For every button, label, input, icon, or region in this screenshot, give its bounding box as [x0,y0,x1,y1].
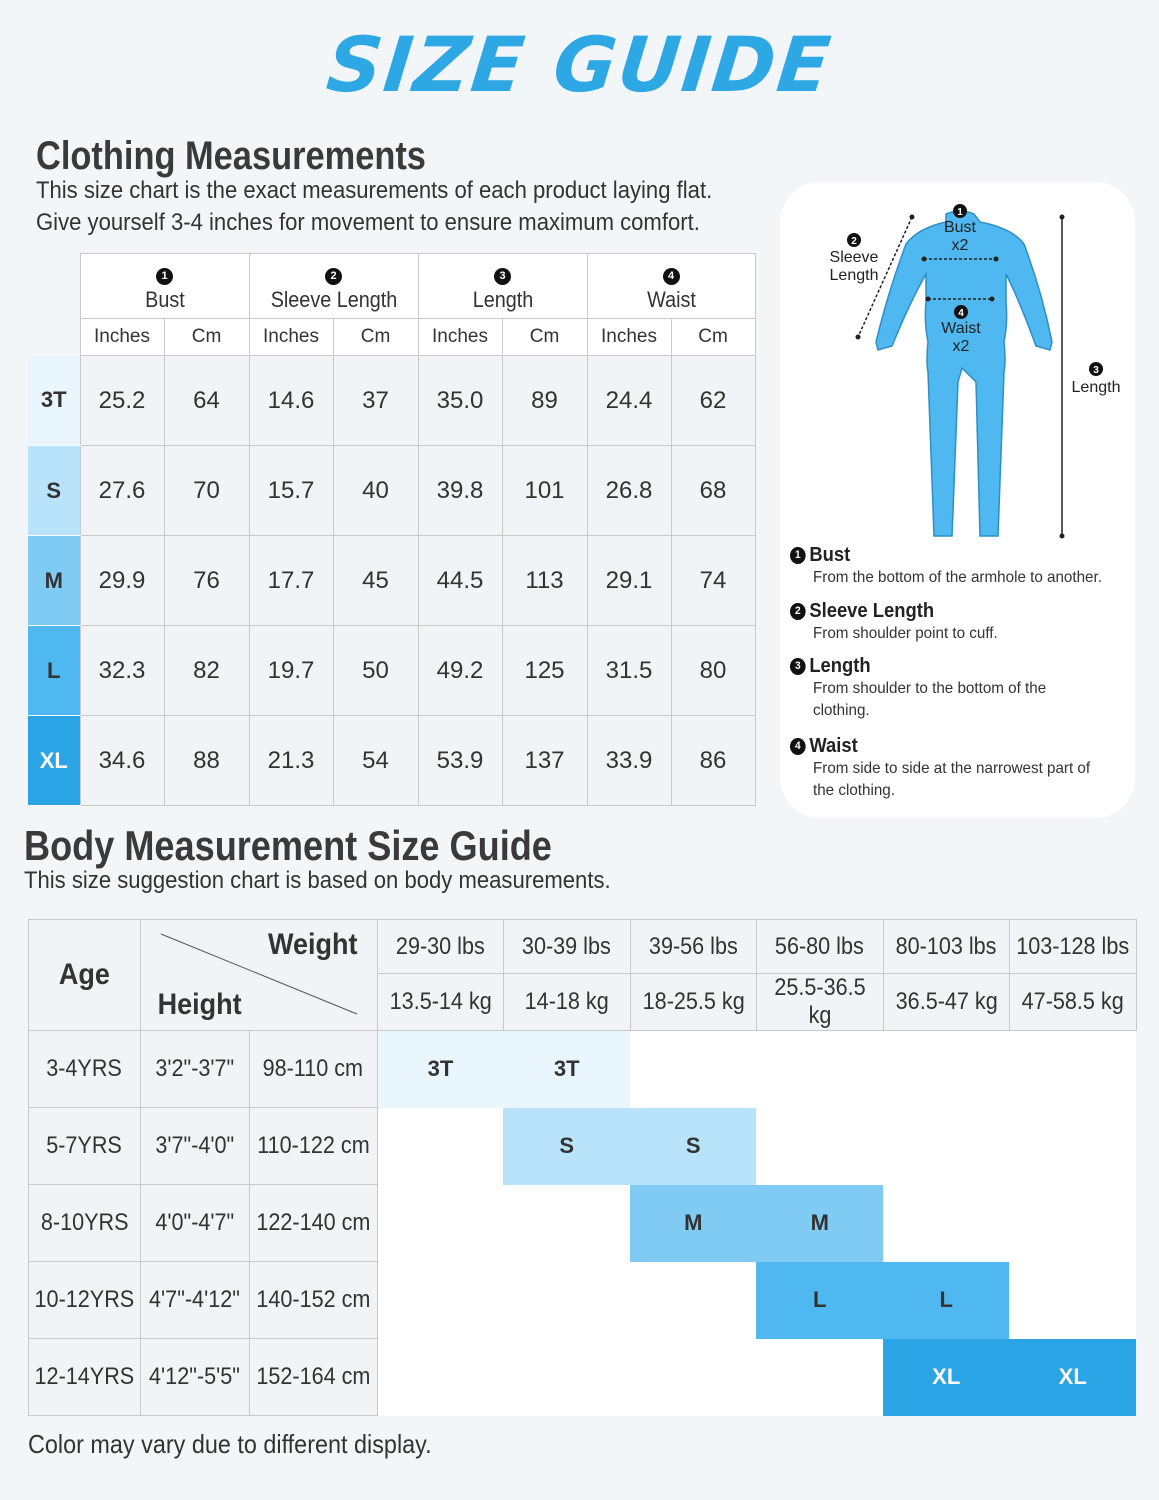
table-cell: 88 [164,716,249,806]
footer-note: Color may vary due to different display. [28,1429,432,1459]
table-row [29,1108,1137,1185]
size-cell: S [630,1108,756,1185]
table-cell: 17.7 [249,536,333,626]
weight-lbs-header: 56-80 lbs [756,920,883,974]
age-cell: 12-14YRS [29,1339,141,1416]
legend-desc: From shoulder point to cuff. [813,625,998,642]
jumpsuit-diagram [780,182,1135,552]
size-cell: S [503,1108,630,1185]
size-cell: 3T [503,1031,630,1108]
table-row [28,446,755,536]
age-header: Age [29,920,141,1031]
weight-lbs-header: 39-56 lbs [630,920,756,974]
unit-header: Cm [671,319,755,356]
weight-kg-header: 13.5-14 kg [377,974,503,1031]
table-cell: 54 [333,716,418,806]
unit-header: Inches [249,319,333,356]
legend-title: Sleeve Length [809,600,935,622]
age-cell: 3-4YRS [29,1031,141,1108]
table-cell: 64 [164,356,249,446]
weight-kg-header: 14-18 kg [503,974,630,1031]
unit-header: Cm [164,319,249,356]
legend-title: Bust [809,544,851,566]
waist-diagram-mult: x2 [952,338,970,355]
number-badge-icon: 1 [156,268,173,285]
number-badge-icon: 2 [325,268,342,285]
bust-diagram-label: Bust [943,219,977,236]
table-row [28,716,755,806]
length-num: 3 [1093,365,1099,376]
length-diagram-label: Length [1071,379,1121,396]
table-cell: 53.9 [418,716,502,806]
legend-item [790,735,1130,802]
table-cell: 15.7 [249,446,333,536]
number-badge-icon: 4 [663,268,680,285]
bust-num: 1 [957,207,963,218]
col-group-waist [587,254,755,319]
unit-header: Inches [587,319,671,356]
height-cm-cell: 110-122 cm [249,1108,377,1185]
weight-lbs-header: 30-39 lbs [503,920,630,974]
number-badge-icon: 1 [790,547,806,564]
height-cm-cell: 152-164 cm [249,1339,377,1416]
size-label: L [28,626,80,716]
table-row [28,536,755,626]
height-in-cell: 4'7"-4'12" [140,1262,249,1339]
table-row [28,626,755,716]
empty-cell [377,1339,503,1416]
table-cell: 74 [671,536,755,626]
table-cell: 86 [671,716,755,806]
table-cell: 19.7 [249,626,333,716]
legend-item [790,655,1130,722]
table-cell: 125 [502,626,587,716]
empty-cell [503,1339,630,1416]
group-label: Length [472,287,533,312]
table-row [29,1185,1137,1262]
size-label: 3T [28,356,80,446]
col-group-bust [80,254,249,319]
empty-cell [630,1031,756,1108]
table-row [29,1031,1137,1108]
table-cell: 14.6 [249,356,333,446]
height-cm-cell: 140-152 cm [249,1262,377,1339]
weight-lbs-header: 80-103 lbs [883,920,1009,974]
table-cell: 40 [333,446,418,536]
height-in-cell: 3'7"-4'0" [140,1108,249,1185]
legend-desc: From shoulder to the bottom of the [813,680,1047,697]
unit-header: Cm [502,319,587,356]
empty-cell [630,1339,756,1416]
weight-kg-header: 47-58.5 kg [1009,974,1136,1031]
sleeve-diagram-label2: Length [829,267,879,284]
table-cell: 29.9 [80,536,164,626]
weight-label: Weight [268,928,358,961]
size-cell: L [756,1262,883,1339]
table-cell: 44.5 [418,536,502,626]
empty-cell [630,1262,756,1339]
body-desc: This size suggestion chart is based on body measurements. [24,867,611,894]
table-row [29,1262,1137,1339]
weight-kg-header: 18-25.5 kg [630,974,756,1031]
table-cell: 80 [671,626,755,716]
height-cm-cell: 98-110 cm [249,1031,377,1108]
height-in-cell: 4'0"-4'7" [140,1185,249,1262]
size-cell: M [756,1185,883,1262]
table-cell: 25.2 [80,356,164,446]
group-label: Bust [144,287,185,312]
empty-cell [503,1262,630,1339]
clothing-desc-line2: Give yourself 3-4 inches for movement to ensure maximum comfort. [36,209,700,236]
waist-num: 4 [958,308,964,319]
weight-kg-header: 36.5-47 kg [883,974,1009,1031]
clothing-heading: Clothing Measurements [36,134,426,178]
table-cell: 21.3 [249,716,333,806]
table-corner [28,319,80,356]
size-cell: 3T [377,1031,503,1108]
table-cell: 45 [333,536,418,626]
table-corner [28,254,80,319]
measurement-diagram-card [780,182,1135,818]
empty-cell [756,1031,883,1108]
table-cell: 37 [333,356,418,446]
size-label: S [28,446,80,536]
weight-lbs-header: 29-30 lbs [377,920,503,974]
empty-cell [377,1108,503,1185]
number-badge-icon: 4 [790,738,806,755]
size-cell: L [883,1262,1009,1339]
col-group-length [418,254,587,319]
empty-cell [756,1339,883,1416]
legend-desc: clothing. [813,702,870,719]
empty-cell [883,1185,1009,1262]
group-label: Sleeve Length [270,287,397,312]
table-cell: 70 [164,446,249,536]
page-title: SIZE GUIDE [322,20,837,109]
table-cell: 31.5 [587,626,671,716]
legend-desc: From side to side at the narrowest part of [813,760,1091,777]
bust-diagram-mult: x2 [951,237,969,254]
age-cell: 5-7YRS [29,1108,141,1185]
table-cell: 39.8 [418,446,502,536]
height-cm-cell: 122-140 cm [249,1185,377,1262]
height-label: Height [157,988,242,1021]
empty-cell [756,1108,883,1185]
table-cell: 24.4 [587,356,671,446]
clothing-desc-line1: This size chart is the exact measurements of each product laying flat. [36,177,713,204]
empty-cell [377,1262,503,1339]
body-size-table [28,919,1137,1416]
legend-desc: From the bottom of the armhole to another. [813,569,1102,586]
legend-title: Length [809,655,871,677]
legend-title: Waist [809,735,858,757]
legend-item [790,544,1130,589]
table-cell: 34.6 [80,716,164,806]
number-badge-icon: 2 [790,603,806,620]
empty-cell [883,1031,1009,1108]
clothing-size-table [28,253,756,806]
table-cell: 49.2 [418,626,502,716]
empty-cell [377,1185,503,1262]
weight-lbs-header: 103-128 lbs [1009,920,1136,974]
age-cell: 8-10YRS [29,1185,141,1262]
size-label: XL [28,716,80,806]
table-cell: 89 [502,356,587,446]
weight-height-header [140,920,377,1031]
size-label: M [28,536,80,626]
table-cell: 62 [671,356,755,446]
sleeve-diagram-label1: Sleeve [829,249,879,266]
table-cell: 29.1 [587,536,671,626]
table-cell: 68 [671,446,755,536]
table-cell: 101 [502,446,587,536]
empty-cell [1009,1262,1136,1339]
empty-cell [503,1185,630,1262]
age-cell: 10-12YRS [29,1262,141,1339]
empty-cell [1009,1108,1136,1185]
table-cell: 113 [502,536,587,626]
table-cell: 82 [164,626,249,716]
table-cell: 32.3 [80,626,164,716]
legend-desc: the clothing. [813,782,895,799]
legend-item [790,600,1130,645]
empty-cell [1009,1031,1136,1108]
size-cell: M [630,1185,756,1262]
table-row [29,1339,1137,1416]
group-label: Waist [646,287,696,312]
table-cell: 137 [502,716,587,806]
height-in-cell: 3'2"-3'7" [140,1031,249,1108]
unit-header: Inches [418,319,502,356]
height-in-cell: 4'12"-5'5" [140,1339,249,1416]
number-badge-icon: 3 [790,658,806,675]
table-cell: 27.6 [80,446,164,536]
table-cell: 33.9 [587,716,671,806]
table-row [28,356,755,446]
unit-header: Inches [80,319,164,356]
waist-diagram-label: Waist [941,320,981,337]
table-cell: 35.0 [418,356,502,446]
table-cell: 50 [333,626,418,716]
empty-cell [1009,1185,1136,1262]
number-badge-icon: 3 [494,268,511,285]
table-cell: 76 [164,536,249,626]
weight-kg-header: 25.5-36.5 kg [756,974,883,1031]
table-cell: 26.8 [587,446,671,536]
unit-header: Cm [333,319,418,356]
col-group-sleeve-length [249,254,418,319]
body-heading: Body Measurement Size Guide [24,822,552,869]
sleeve-num: 2 [851,236,857,247]
empty-cell [883,1108,1009,1185]
size-cell: XL [1009,1339,1136,1416]
size-cell: XL [883,1339,1009,1416]
